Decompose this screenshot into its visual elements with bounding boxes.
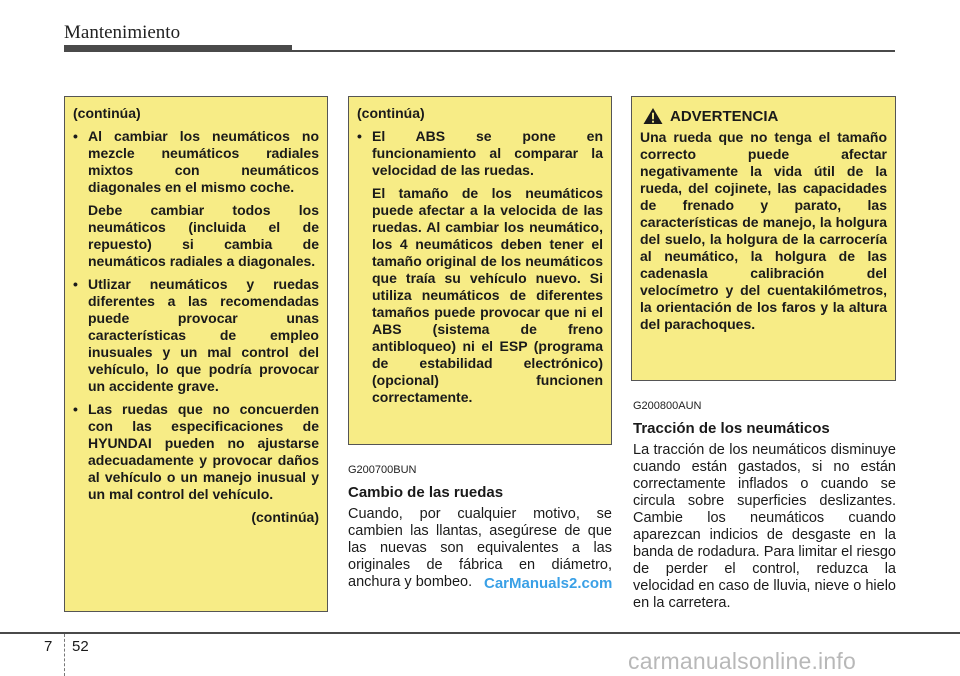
bullet-text: Las ruedas que no concuerden con las especificaciones de HYUNDAI pueden no ajustarse adecuadamente y provocar daños al vehículo o un manejo inusual y un mal control del vehículo. [88,401,319,502]
bullet-dot: • [73,128,78,144]
footer-rule [0,632,960,634]
bullet-paragraph: Debe cambiar todos los neumáticos (incluida el de repuesto) si cambia de neumáticos radiales a diagonales. [88,202,319,269]
section-heading: Cambio de las ruedas [348,484,504,501]
warning-title: ADVERTENCIA [670,107,779,125]
bullet-paragraph: El tamaño de los neumáticos puede afectar a la velocida de las ruedas. Al cambiar los neumático, los 4 neumáticos deben tener el tamaño original de los neumáticos que traía su vehículo nuevo. Si utiliza neumáticos de diferentes tamaños puede provocar que ni el ABS (sistema de freno antibloqueo) ni el ESP (programa de estabilidad electrónico) (opcional) funcionen correctamente. [372,185,603,405]
carmanuals-watermark: CarManuals2.com [484,575,613,592]
caution-box-continued-1 [64,96,328,612]
page-title: Mantenimiento [64,22,181,43]
bullet-dot: • [73,401,78,417]
page-number: 52 [72,638,89,655]
section-code: G200700BUN [348,464,417,476]
bullet-text: Al cambiar los neumáticos no mezcle neumáticos radiales mixtos con neumáticos diagonales en el mismo coche. [88,128,319,195]
bullet-dot: • [73,276,78,292]
bullet-item [73,276,319,395]
warning-box [631,96,896,381]
site-watermark: carmanualsonline.info [628,648,856,674]
continued-label: (continúa) [357,105,425,121]
warning-header [640,107,887,125]
header-rule-thin [292,50,895,52]
bullet-item [73,128,319,196]
section-body: La tracción de los neumáticos disminuye cuando están gastados, si no están correctamente inflados o cuando se circula sobre superficies deslizantes. Cambie los neumáticos cuando aparezcan indicios de desgaste en la banda de rodadura. Para limitar el riesgo de perder el control, reduzca la velocidad en caso de lluvia, nieve o hielo en la carretera. [633,442,896,611]
bullet-item [357,128,603,179]
warning-body: Una rueda que no tenga el tamaño correcto puede afectar negativamente la vida útil de la rueda, del cojinete, las capacidades de frenado y parato, las características de manejo, la holgura del suelo, la holgura de la carrocería al neumático, la holgura de las cadenasla calibración del velocímetro y del cuentakilómetros, la orientación de los faros y la altura del parachoques. [640,129,887,332]
section-wheel-change [348,464,612,591]
chapter-number: 7 [44,638,53,655]
bullet-text: El ABS se pone en funcionamiento al comparar la velocidad de las ruedas. [372,128,603,178]
warning-triangle-icon [642,107,664,125]
footer-divider [64,634,65,676]
bullet-text: Utlizar neumáticos y ruedas diferentes a las recomendadas puede provocar unas características de empleo inusuales y un mal control del vehículo, lo que podría provocar un accidente grave. [88,276,319,394]
bullet-dot: • [357,128,362,144]
section-body: Cuando, por cualquier motivo, se cambien las llantas, asegúrese de que las nuevas son equivalentes a las originales de fábrica en diámetro, anchura y bombeo. [348,506,612,590]
header-rule-thick [64,45,292,52]
continued-label: (continúa) [73,105,141,121]
section-code: G200800AUN [633,400,702,412]
section-tire-traction [633,400,896,612]
caution-box-continued-2 [348,96,612,445]
continued-label: (continúa) [251,509,319,525]
section-heading: Tracción de los neumáticos [633,420,830,437]
bullet-item [73,401,319,503]
